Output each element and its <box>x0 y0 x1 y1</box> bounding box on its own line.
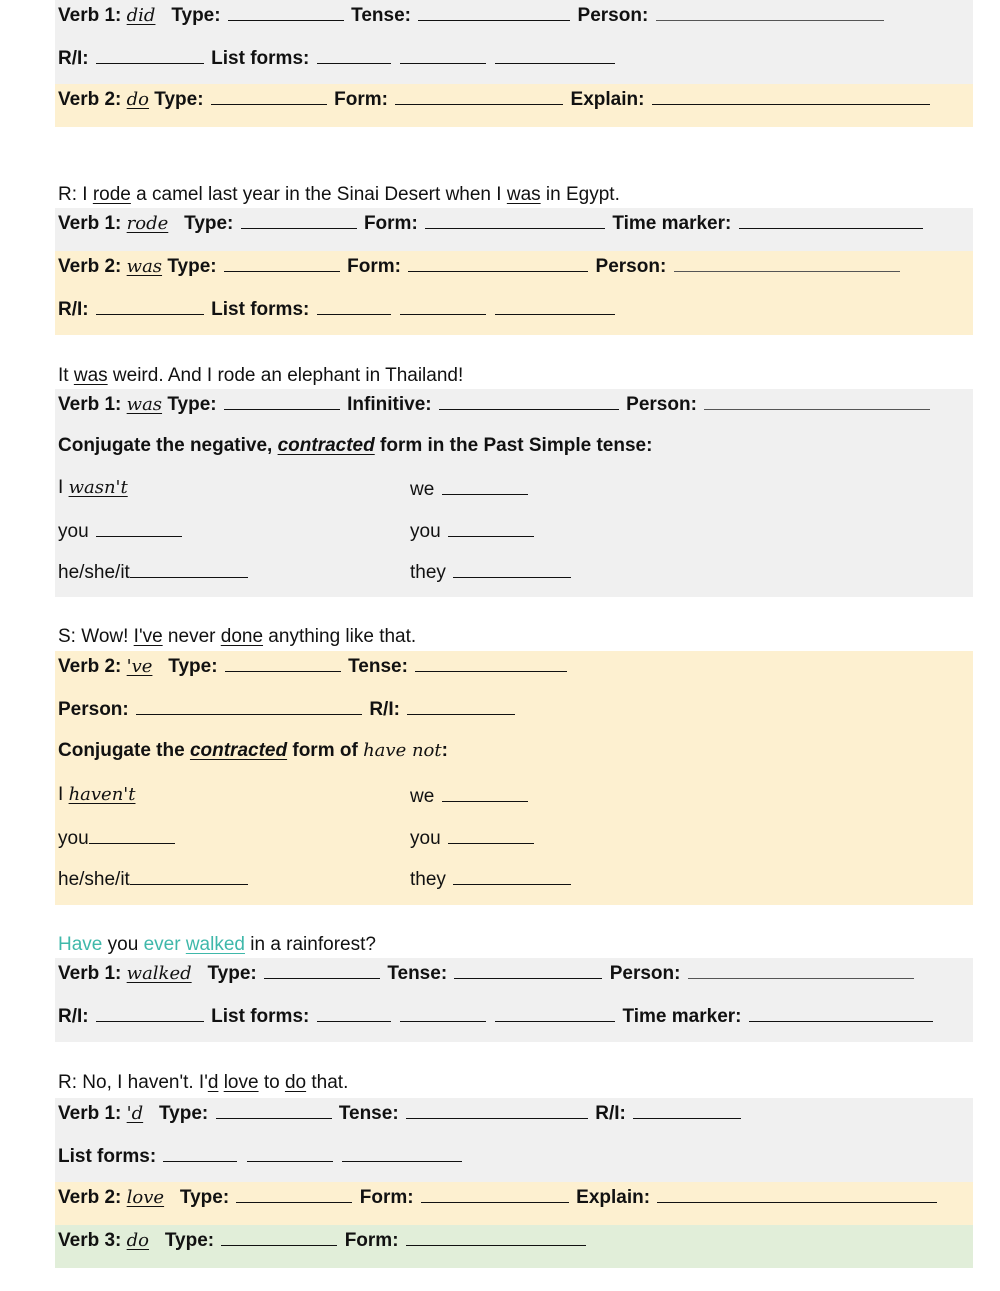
s3-conj-they: they <box>410 560 573 582</box>
s4-we-blank[interactable] <box>442 784 528 802</box>
s2-form-blank[interactable] <box>425 211 605 229</box>
s2-verb1-word: rode <box>126 213 169 234</box>
s6-verb1-word: 'd <box>126 1103 144 1124</box>
s1-v2-explain-blank[interactable] <box>652 87 930 105</box>
s3-they-blank[interactable] <box>453 560 571 578</box>
s3-answer-wasnt: wasn't <box>68 477 128 498</box>
s6-verb3-word: do <box>126 1230 150 1251</box>
s6-list-row: List forms: <box>58 1144 464 1166</box>
s6-verb2-word: love <box>126 1187 165 1208</box>
s3-we-blank[interactable] <box>442 477 528 495</box>
s6-sentence: R: No, I haven't. I'd love to do that. <box>58 1072 349 1093</box>
s4-ri-blank[interactable] <box>407 697 515 715</box>
s4-conj-instruction: Conjugate the contracted form of have not: <box>58 740 448 761</box>
s4-they-blank[interactable] <box>453 867 571 885</box>
s6-verb3-row: Verb 3: do Type: Form: <box>58 1228 588 1250</box>
s4-you-blank[interactable] <box>89 826 175 844</box>
s2-ri-blank[interactable] <box>96 297 204 315</box>
s4-verb2-row: Verb 2: 've Type: Tense: <box>58 654 569 676</box>
s1-tense-blank[interactable] <box>418 3 570 21</box>
s4-person-row: Person: R/I: <box>58 697 517 719</box>
s6-list-blank-2[interactable] <box>247 1144 333 1162</box>
s4-person-blank[interactable] <box>136 697 362 715</box>
s5-list-blank-3[interactable] <box>495 1004 615 1022</box>
s4-conj-you: you <box>58 826 177 848</box>
s1-list-blank-3[interactable] <box>495 46 615 64</box>
s3-verb1-word: was <box>126 394 163 415</box>
s3-type-blank[interactable] <box>224 392 340 410</box>
s6-v3-type-blank[interactable] <box>221 1228 337 1246</box>
s3-conj-i: I wasn't <box>58 477 128 498</box>
s3-you-blank[interactable] <box>96 519 182 537</box>
s6-list-blank-1[interactable] <box>163 1144 237 1162</box>
s6-v2-type-blank[interactable] <box>236 1185 352 1203</box>
s3-person-blank[interactable] <box>704 392 930 410</box>
s5-time-marker-blank[interactable] <box>749 1004 933 1022</box>
s6-verb2-row: Verb 2: love Type: Form: Explain: <box>58 1185 939 1207</box>
s2-type-blank[interactable] <box>241 211 357 229</box>
s5-ri-row: R/I: List forms: Time marker: <box>58 1004 935 1026</box>
s4-conj-they: they <box>410 867 573 889</box>
s1-v2-type-blank[interactable] <box>211 87 327 105</box>
s1-verb1-word: did <box>126 5 156 26</box>
s5-tense-blank[interactable] <box>454 961 602 979</box>
s3-infinitive-blank[interactable] <box>439 392 619 410</box>
s1-list-blank-2[interactable] <box>400 46 486 64</box>
s6-tense-blank[interactable] <box>406 1101 588 1119</box>
s6-list-blank-3[interactable] <box>342 1144 462 1162</box>
s4-verb2-word: 've <box>126 656 153 677</box>
s3-conj-we: we <box>410 477 530 499</box>
s2-list-blank-2[interactable] <box>400 297 486 315</box>
s2-verb2-word: was <box>126 256 163 277</box>
s6-v3-form-blank[interactable] <box>406 1228 586 1246</box>
s6-v2-form-blank[interactable] <box>421 1185 569 1203</box>
s6-type-blank[interactable] <box>216 1101 332 1119</box>
s2-list-blank-1[interactable] <box>317 297 391 315</box>
s4-you2-blank[interactable] <box>448 826 534 844</box>
s3-you2-blank[interactable] <box>448 519 534 537</box>
s4-he-blank[interactable] <box>130 867 248 885</box>
s5-verb1-word: walked <box>126 963 192 984</box>
s2-verb1-row: Verb 1: rode Type: Form: Time marker: <box>58 211 925 233</box>
s3-sentence: It was weird. And I rode an elephant in Thailand! <box>58 365 464 386</box>
s3-conj-he: he/she/it <box>58 560 250 582</box>
s3-conj-you: you <box>58 519 184 541</box>
s5-list-blank-1[interactable] <box>317 1004 391 1022</box>
s2-list-blank-3[interactable] <box>495 297 615 315</box>
s2-v2-type-blank[interactable] <box>224 254 340 272</box>
s3-conj-instruction: Conjugate the negative, contracted form in the Past Simple tense: <box>58 435 653 456</box>
s5-type-blank[interactable] <box>264 961 380 979</box>
s4-tense-blank[interactable] <box>415 654 567 672</box>
s2-v2-form-blank[interactable] <box>408 254 588 272</box>
s6-verb1-row: Verb 1: 'd Type: Tense: R/I: <box>58 1101 743 1123</box>
s6-ri-blank[interactable] <box>633 1101 741 1119</box>
s2-ri-row: R/I: List forms: <box>58 297 617 319</box>
s5-verb1-row: Verb 1: walked Type: Tense: Person: <box>58 961 916 983</box>
s2-verb2-row: Verb 2: was Type: Form: Person: <box>58 254 902 276</box>
s4-conj-we: we <box>410 784 530 806</box>
s5-person-blank[interactable] <box>688 961 914 979</box>
s1-ri-row: R/I: List forms: <box>58 46 617 68</box>
s4-type-blank[interactable] <box>225 654 341 672</box>
s5-list-blank-2[interactable] <box>400 1004 486 1022</box>
s3-verb1-row: Verb 1: was Type: Infinitive: Person: <box>58 392 932 414</box>
s1-verb1-row: Verb 1: did Type: Tense: Person: <box>58 3 886 25</box>
s4-answer-havent: haven't <box>68 784 136 805</box>
s5-sentence: Have you ever walked in a rainforest? <box>58 934 376 955</box>
s1-type-blank[interactable] <box>228 3 344 21</box>
s1-person-blank[interactable] <box>656 3 884 21</box>
s1-verb2-word: do <box>126 89 150 110</box>
s4-conj-he: he/she/it <box>58 867 250 889</box>
s2-time-marker-blank[interactable] <box>739 211 923 229</box>
s5-ri-blank[interactable] <box>96 1004 204 1022</box>
s4-conj-you2: you <box>410 826 536 848</box>
s3-conj-you2: you <box>410 519 536 541</box>
s2-sentence: R: I rode a camel last year in the Sinai Desert when I was in Egypt. <box>58 184 620 205</box>
s3-he-blank[interactable] <box>130 560 248 578</box>
s6-v2-explain-blank[interactable] <box>657 1185 937 1203</box>
s2-v2-person-blank[interactable] <box>674 254 900 272</box>
s4-conj-i: I haven't <box>58 784 136 805</box>
s1-list-blank-1[interactable] <box>317 46 391 64</box>
s1-ri-blank[interactable] <box>96 46 204 64</box>
s1-verb2-row: Verb 2: do Type: Form: Explain: <box>58 87 932 109</box>
verb1-label: Verb 1 <box>58 5 116 26</box>
s4-sentence: S: Wow! I've never done anything like that. <box>58 626 417 647</box>
s1-v2-form-blank[interactable] <box>395 87 563 105</box>
